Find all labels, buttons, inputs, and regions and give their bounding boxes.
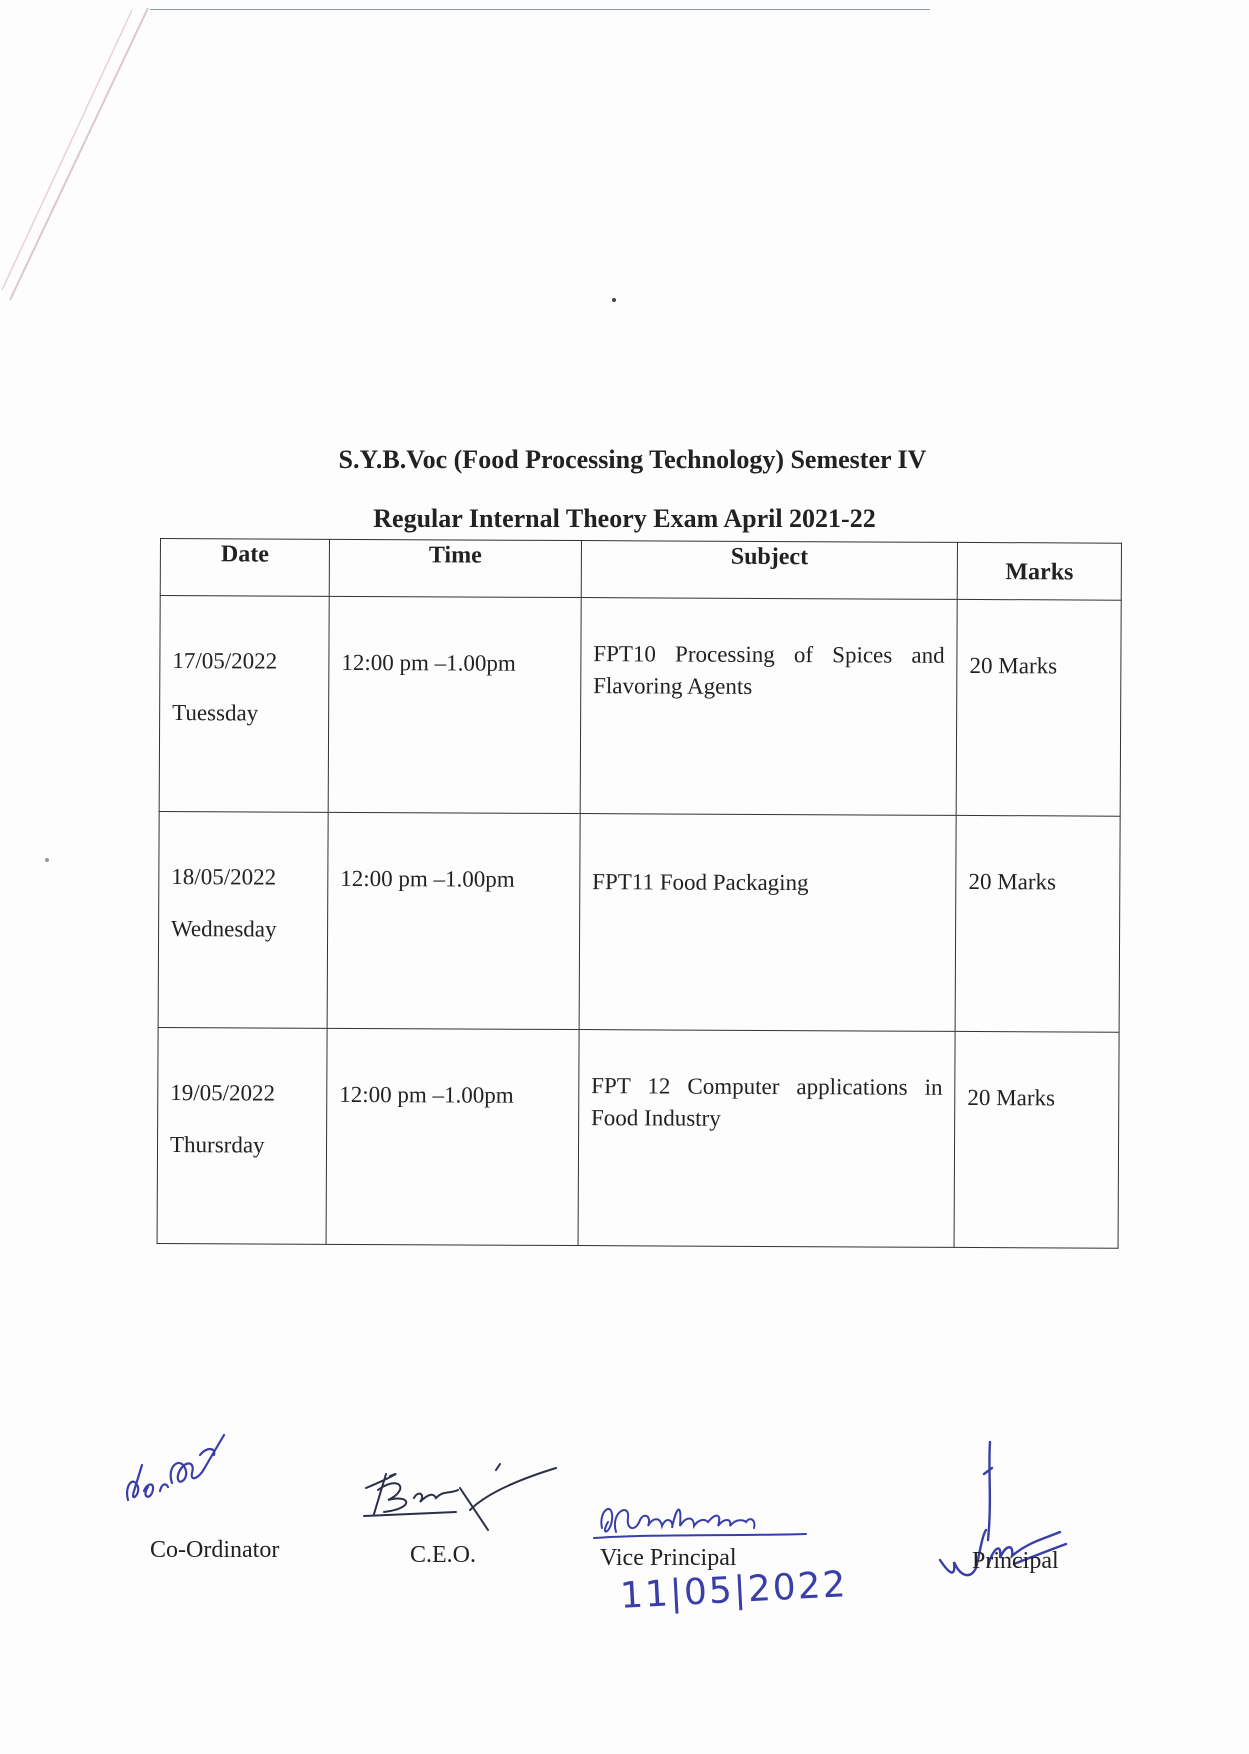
exam-title: S.Y.B.Voc (Food Processing Technology) Semester IV xyxy=(338,445,927,474)
exam-schedule-table xyxy=(157,538,1122,1249)
exam-day: Thursrday xyxy=(169,1132,265,1158)
header-marks: Marks xyxy=(957,542,1121,600)
coordinator-label: Co-Ordinator xyxy=(150,1537,280,1563)
principal-label: Principal xyxy=(972,1548,1059,1574)
marks-cell xyxy=(956,599,1121,816)
exam-marks: 20 Marks xyxy=(968,868,1057,895)
table-row xyxy=(157,1027,1119,1248)
marks-cell xyxy=(955,815,1120,1032)
exam-subtitle: Regular Internal Theory Exam April 2021-22 xyxy=(373,504,876,533)
handwritten-date: 11|05|2022 xyxy=(619,1564,849,1617)
coordinator-signature xyxy=(120,1425,240,1515)
exam-time: 12:00 pm –1.00pm xyxy=(340,865,515,892)
date-cell xyxy=(157,1027,327,1244)
scan-edge-mark xyxy=(0,0,160,340)
table-header-row xyxy=(160,539,1121,601)
ceo-signature xyxy=(360,1450,560,1540)
subject-cell xyxy=(579,814,956,1032)
scan-border-line xyxy=(150,9,930,10)
exam-marks: 20 Marks xyxy=(969,652,1058,679)
exam-date: 19/05/2022 xyxy=(170,1080,276,1106)
exam-marks: 20 Marks xyxy=(967,1084,1056,1111)
exam-day: Wednesday xyxy=(171,916,277,942)
exam-time: 12:00 pm –1.00pm xyxy=(339,1081,514,1108)
table-row xyxy=(159,596,1121,817)
subject-cell xyxy=(580,598,957,816)
scan-speck xyxy=(45,858,49,862)
ceo-label: C.E.O. xyxy=(410,1542,476,1568)
exam-date: 17/05/2022 xyxy=(172,648,278,674)
header-subject: Subject xyxy=(581,541,958,600)
time-cell xyxy=(327,812,580,1029)
scan-speck xyxy=(612,298,616,302)
exam-subject: FPT 12 Computer applications in Food Industry xyxy=(590,1073,943,1131)
exam-subject: FPT11 Food Packaging xyxy=(592,869,809,896)
vice-principal-label: Vice Principal xyxy=(600,1545,737,1571)
marks-cell xyxy=(954,1031,1119,1248)
subject-cell xyxy=(578,1030,955,1248)
table-row xyxy=(158,811,1120,1032)
header-time: Time xyxy=(329,539,581,597)
time-cell xyxy=(328,596,581,813)
date-cell xyxy=(159,596,329,813)
date-cell xyxy=(158,811,328,1028)
header-date: Date xyxy=(160,539,329,597)
exam-day: Tuessday xyxy=(172,700,259,726)
time-cell xyxy=(326,1028,579,1245)
exam-time: 12:00 pm –1.00pm xyxy=(341,649,516,676)
exam-subject: FPT10 Processing of Spices and Flavoring Agents xyxy=(593,641,945,699)
exam-date: 18/05/2022 xyxy=(171,864,277,890)
